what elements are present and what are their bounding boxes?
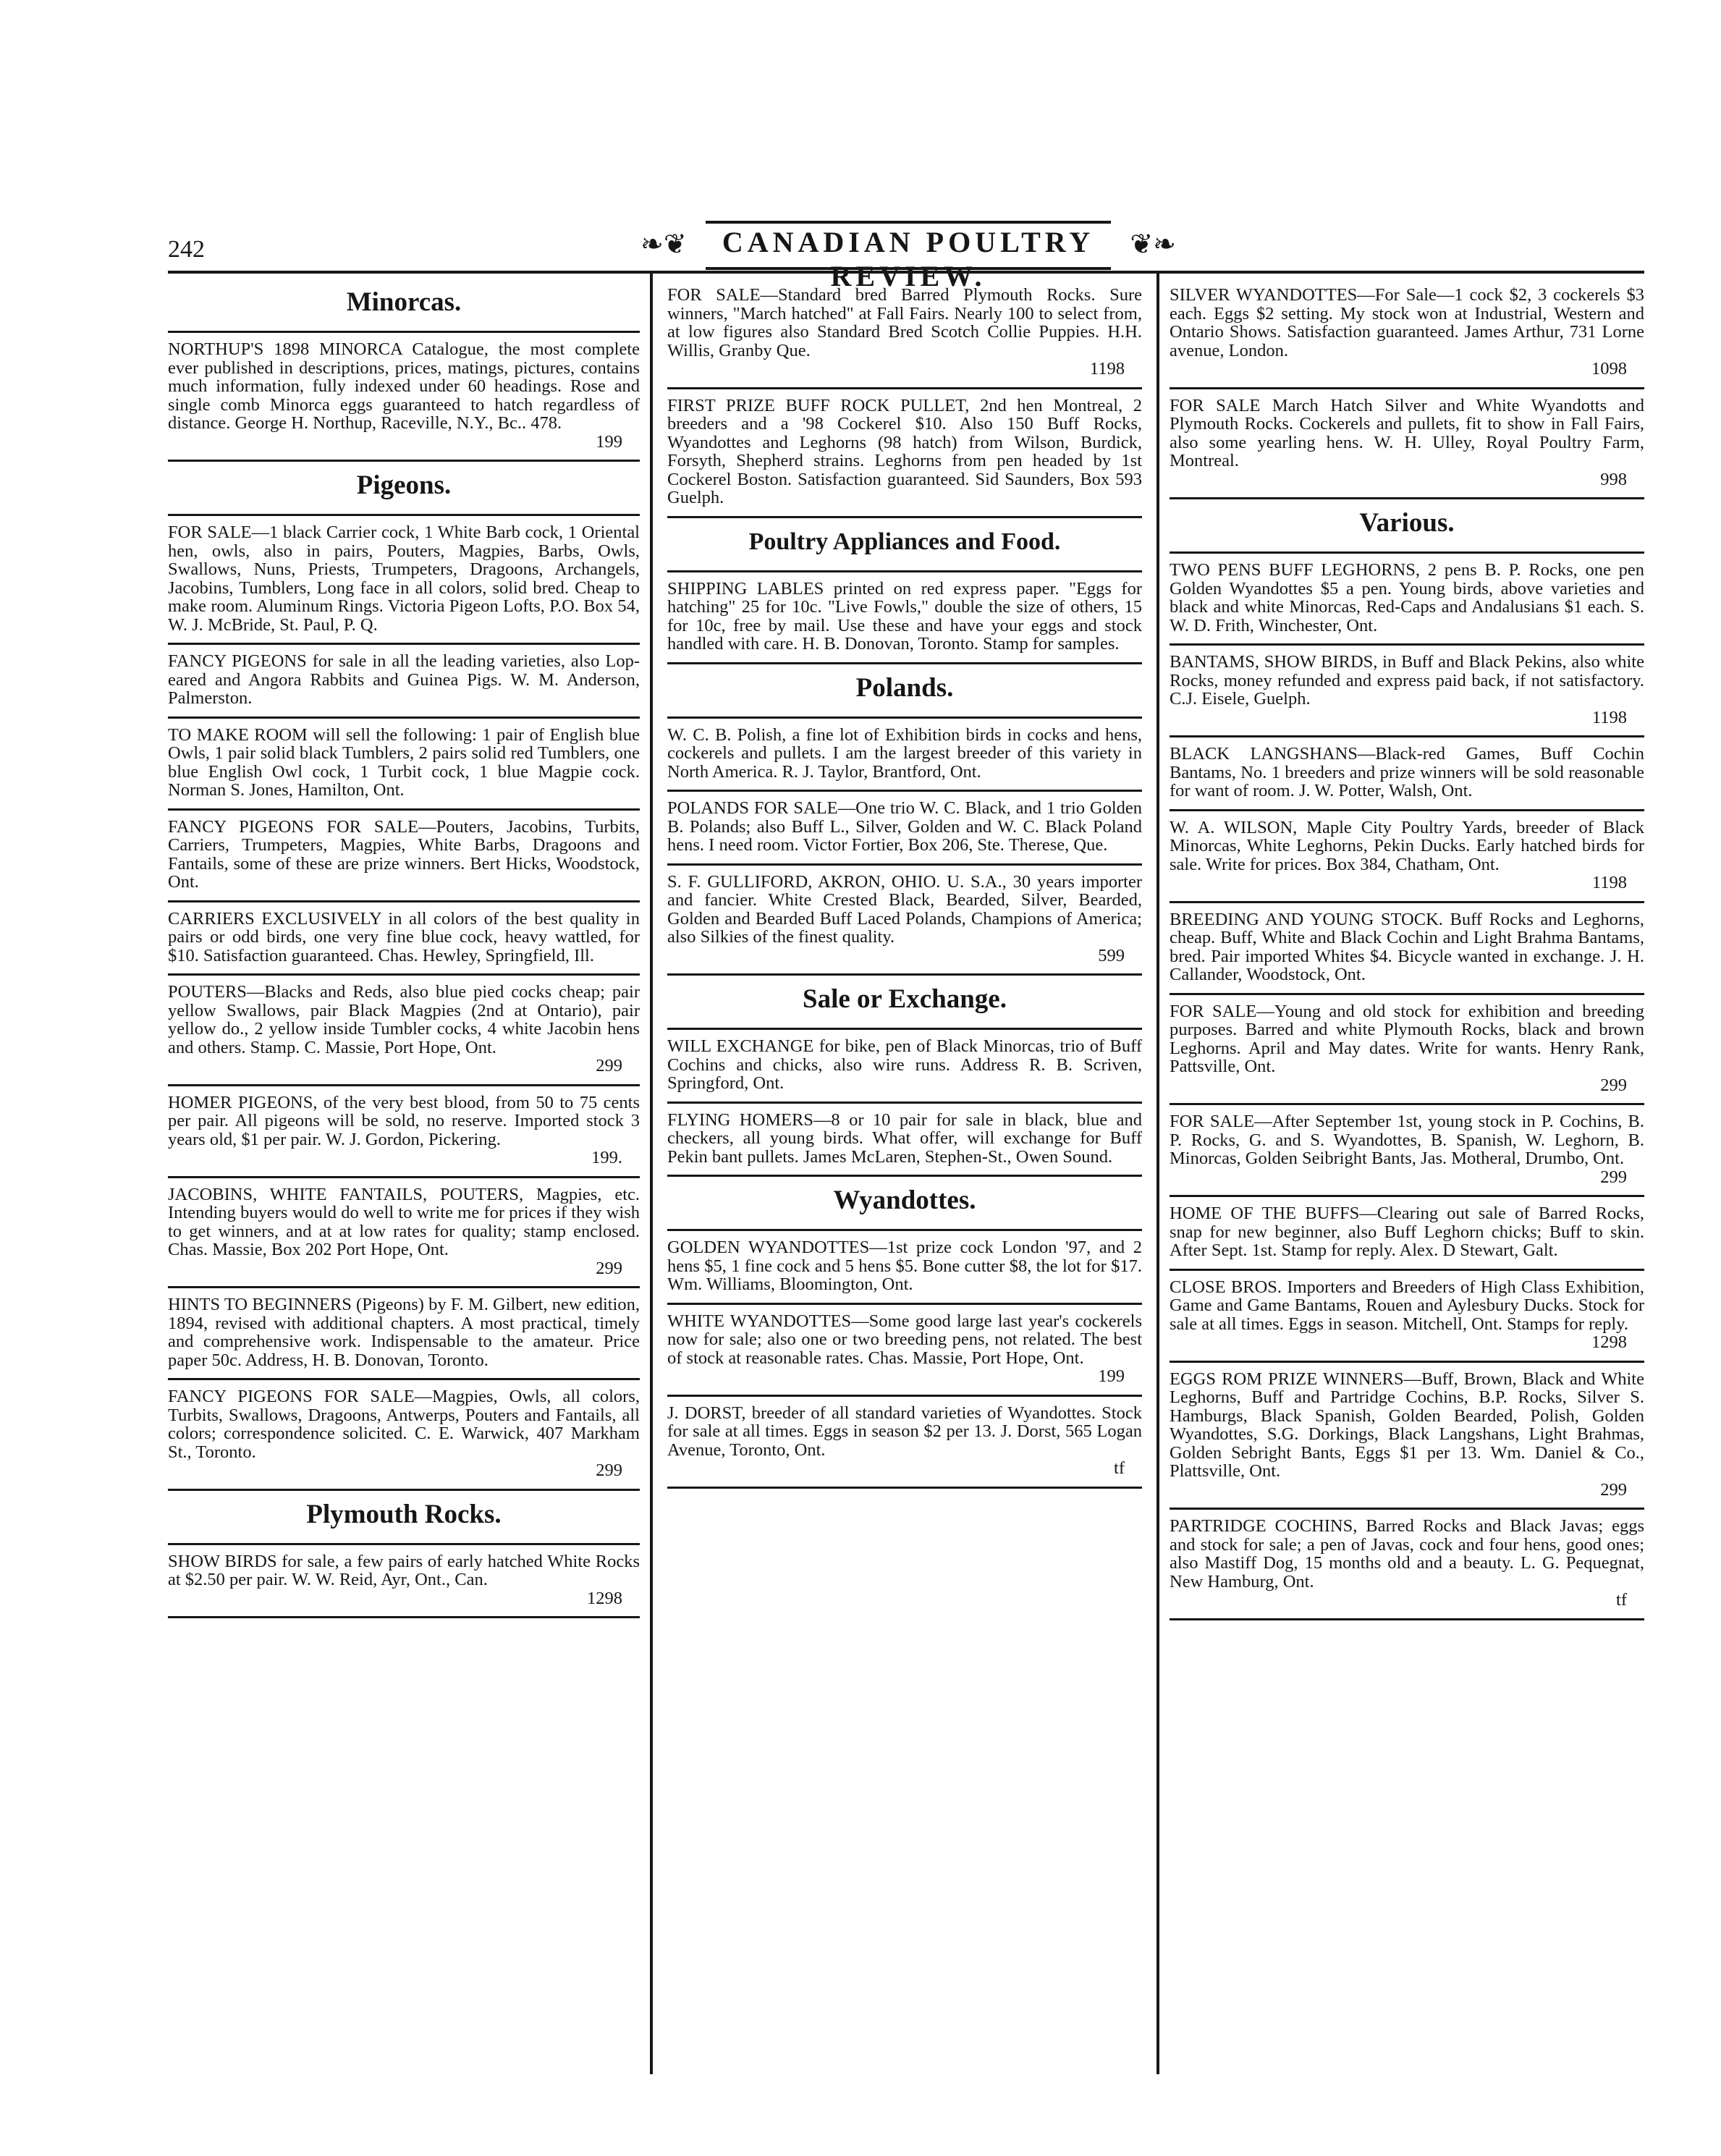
ornament-right-icon: ❦❧	[1130, 229, 1176, 260]
section-heading: Various.	[1359, 508, 1455, 538]
ornament-left-icon: ❧❦	[640, 229, 687, 260]
ad-text: CLOSE BROS. Importers and Breeders of High Class Exhibition, Game and Game Bantams, Rouen and Aylesbury Ducks. Stock for sale at all times. Eggs in season. Mitchell, Ont. Stamps for reply.	[1170, 1277, 1644, 1334]
section-heading: Plymouth Rocks.	[306, 1499, 502, 1529]
ad-code: tf	[1616, 1590, 1627, 1610]
ad-text: FLYING HOMERS—8 or 10 pair for sale in black, blue and checkers, all young birds. What offer, will exchange for Buff Pekin bant pullets. James McLaren, Stephen-St., Owen Sound.	[667, 1109, 1142, 1167]
ad-text: SHOW BIRDS for sale, a few pairs of early hatched White Rocks at $2.50 per pair. W. W. Reid, Ayr, Ont., Can.	[168, 1551, 640, 1589]
ad-code: 998	[1600, 469, 1627, 489]
masthead-title: CANADIAN POULTRY REVIEW.	[722, 226, 1095, 292]
ad-code: 1198	[1591, 873, 1627, 892]
classified-ad	[168, 1086, 640, 1178]
ad-text: EGGS ROM PRIZE WINNERS—Buff, Brown, Black and White Leghorns, Buff and Partridge Cochins, B.P. Rocks, Silver S. Hamburgs, Black Spanish, Golden Bearded, Polish, Golden Wyandottes, S.G. Dorkings, Black Langshans, Light Brahmas, Golden Sebright Bants, Eggs $1 per 13. Wm. Daniel & Co., Plattsville, Ont.	[1170, 1369, 1644, 1481]
ad-code: 1098	[1591, 359, 1627, 379]
ad-text: S. F. GULLIFORD, AKRON, OHIO. U. S.A., 30 years importer and fancier. White Crested Black, Bearded, Silver, Bearded, Golden and Bearded Buff Laced Polands, Champions of America; also Silkies of the finest quality.	[667, 871, 1142, 947]
ad-text: FOR SALE—Standard bred Barred Plymouth Rocks. Sure winners, "March hatched" at Fall Fairs. Nearly 100 to select from, at low figures also Standard Bred Scotch Collie Puppies. H.H. Willis, Granby Que.	[667, 285, 1142, 360]
classified-ad	[667, 1030, 1142, 1104]
ad-text: FOR SALE—Young and old stock for exhibition and breeding purposes. Barred and white Plymouth Rocks, black and brown Leghorns. April and May dates. Write for wants. Henry Rank, Pattsville, Ont.	[1170, 1001, 1644, 1076]
classified-ad	[168, 516, 640, 645]
ad-code: 299	[596, 1258, 622, 1278]
section-heading: Minorcas.	[346, 287, 462, 317]
section-heading-wrap	[667, 976, 1142, 1030]
section-heading: Pigeons.	[356, 470, 452, 500]
classified-ad	[667, 719, 1142, 792]
classified-ad	[168, 333, 640, 462]
ad-text: WILL EXCHANGE for bike, pen of Black Minorcas, trio of Buff Cochins and chicks, also wire runs. Address R. B. Scriven, Springford, Ont.	[667, 1036, 1142, 1093]
classified-ad	[667, 1397, 1142, 1489]
ad-text: BANTAMS, SHOW BIRDS, in Buff and Black Pekins, also white Rocks, money refunded and express paid back, if not satisfactory. C.J. Eisele, Guelph.	[1170, 652, 1644, 709]
classified-ad	[667, 389, 1142, 518]
ad-text: FANCY PIGEONS for sale in all the leading varieties, also Lop-eared and Angora Rabbits and Guinea Pigs. W. M. Anderson, Palmerston.	[168, 651, 640, 708]
ad-code: 299	[1600, 1167, 1627, 1187]
section-heading-wrap	[168, 1491, 640, 1545]
ad-text: BLACK LANGSHANS—Black-red Games, Buff Cochin Bantams, No. 1 breeders and prize winners will be sold reasonable for want of room. J. W. Potter, Walsh, Ont.	[1170, 744, 1644, 800]
classified-ad	[667, 279, 1142, 389]
ad-text: CARRIERS EXCLUSIVELY in all colors of the best quality in pairs or odd birds, one very fine blue cock, heavy wattled, for $10. Satisfaction guaranteed. Chas. Hewley, Springfield, Ill.	[168, 908, 640, 965]
ad-text: FIRST PRIZE BUFF ROCK PULLET, 2nd hen Montreal, 2 breeders and a '98 Cockerel $10. Also 150 Buff Rocks, Wyandottes and Leghorns (98 hatch) from Wilson, Burdick, Forsyth, Shepherd strains. Leghorns from pen headed by 1st Cockerel Boston. Satisfaction guaranteed. Sid Saunders, Box 593 Guelph.	[667, 395, 1142, 507]
ad-text: JACOBINS, WHITE FANTAILS, POUTERS, Magpies, etc. Intending buyers would do well to write me for prices if they wish to get winners, and at at low rates for quality; stamp enclosed. Chas. Massie, Box 202 Port Hope, Ont.	[168, 1184, 640, 1259]
ad-code: tf	[1114, 1458, 1125, 1478]
ad-code: 299	[596, 1460, 622, 1480]
ad-text: HINTS TO BEGINNERS (Pigeons) by F. M. Gilbert, new edition, 1894, revised with additional chapters. A most practical, timely and comprehensive work. Indispensable to the amateur. Price paper 50c. Address, H. B. Donovan, Toronto.	[168, 1295, 640, 1370]
section-heading-wrap	[667, 1177, 1142, 1231]
ad-text: BREEDING AND YOUNG STOCK. Buff Rocks and Leghorns, cheap. Buff, White and Black Cochin and Light Brahma Bantams, bred. Pair imported Whites $4. Bicycle wanted in exchange. J. H. Callander, Woodstock, Ont.	[1170, 909, 1644, 984]
classified-ad	[667, 572, 1142, 664]
classified-ad	[168, 902, 640, 976]
ad-text: TO MAKE ROOM will sell the following: 1 pair of English blue Owls, 1 pair solid black Tumblers, 2 pairs solid red Tumblers, one blue English Owl cock, 1 Turbit cock, 1 blue Magpie cock. Norman S. Jones, Hamilton, Ont.	[168, 724, 640, 800]
section-heading: Polands.	[855, 672, 954, 703]
ad-code: 299	[1600, 1075, 1627, 1095]
ad-text: TWO PENS BUFF LEGHORNS, 2 pens B. P. Rocks, one pen Golden Wyandottes $5 a pen. Young birds, above varieties and black and white Minorcas, Red-Caps and Andalusians $1 each. S. W. D. Frith, Winchester, Ont.	[1170, 560, 1644, 635]
ad-text: FANCY PIGEONS FOR SALE—Pouters, Jacobins, Turbits, Carriers, Trumpeters, Magpies, White Barbs, Dragoons and Fantails, some of these are prize winners. Bert Hicks, Woodstock, Ont.	[168, 816, 640, 892]
ad-code: 1298	[1591, 1332, 1627, 1352]
ad-text: PARTRIDGE COCHINS, Barred Rocks and Black Javas; eggs and stock for sale; a pen of Javas, cock and four hens, good ones; also Mastiff Dog, 15 months old and a beauty. L. G. Pequegnat, New Hamburg, Ont.	[1170, 1516, 1644, 1591]
ad-text: FOR SALE—After September 1st, young stock in P. Cochins, B. P. Rocks, G. and S. Wyandottes, B. Spanish, W. Leghorn, B. Minorcas, Golden Seibright Bants, Jas. Motheral, Drumbo, Ont.	[1170, 1112, 1644, 1168]
ad-text: GOLDEN WYANDOTTES—1st prize cock London '97, and 2 hens $5, 1 fine cock and 5 hens $5. Bone cutter $8, the lot for $17. Wm. Williams, Bloomington, Ont.	[667, 1238, 1142, 1294]
ad-text: SILVER WYANDOTTES—For Sale—1 cock $2, 3 cockerels $3 each. Eggs $2 setting. My stock won at Industrial, Western and Ontario Shows. Satisfaction guaranteed. James Arthur, 731 Lorne avenue, London.	[1170, 285, 1644, 360]
column-divider-2	[1157, 272, 1159, 2074]
classified-ad	[1170, 1510, 1644, 1620]
classified-ad	[667, 1305, 1142, 1397]
ad-code: 199.	[591, 1148, 622, 1167]
section-heading-wrap	[168, 462, 640, 516]
classified-ad	[1170, 1197, 1644, 1271]
column-3	[1170, 279, 1644, 2139]
classified-ad	[667, 1231, 1142, 1305]
ad-text: POUTERS—Blacks and Reds, also blue pied cocks cheap; pair yellow Swallows, pair Black Magpies (2nd at Ontario), pair yellow do., 2 yellow inside Tumbler cocks, 4 white Jacobin hens and others. Stamp. C. Massie, Port Hope, Ont.	[168, 982, 640, 1057]
classified-ad	[168, 1288, 640, 1380]
ad-text: J. DORST, breeder of all standard varieties of Wyandottes. Stock for sale at all times. Eggs in season $2 per 13. J. Dorst, 565 Logan Avenue, Toronto, Ont.	[667, 1403, 1142, 1460]
classified-ad	[168, 1545, 640, 1619]
ad-text: W. A. WILSON, Maple City Poultry Yards, breeder of Black Minorcas, White Leghorns, Pekin Ducks. Early hatched birds for sale. Write for prices. Box 384, Chatham, Ont.	[1170, 817, 1644, 874]
classified-ad	[667, 1104, 1142, 1178]
classified-ad	[1170, 646, 1644, 737]
ad-text: NORTHUP'S 1898 MINORCA Catalogue, the most complete ever published in descriptions, prices, matings, pictures, contains much information, fully indexed under 60 headings. Rose and single comb Minorca eggs guaranteed to hatch regardless of distance. George H. Northup, Raceville, N.Y., Bc.. 478.	[168, 339, 640, 433]
ad-code: 199	[1098, 1366, 1125, 1386]
ad-text: W. C. B. Polish, a fine lot of Exhibition birds in cocks and hens, cockerels and pullets. I am the largest breeder of this variety in North America. R. J. Taylor, Brantford, Ont.	[667, 724, 1142, 782]
ad-code: 199	[596, 431, 622, 452]
ad-text: HOMER PIGEONS, of the very best blood, from 50 to 75 cents per pair. All pigeons will be sold, no reserve. Imported stock 3 years old, $1 per pair. W. J. Gordon, Pickering.	[168, 1092, 640, 1149]
section-heading: Wyandottes.	[833, 1185, 976, 1215]
classified-ad	[1170, 737, 1644, 811]
classified-ad	[168, 976, 640, 1086]
ad-text: SHIPPING LABLES printed on red express paper. "Eggs for hatching" 25 for 10c. "Live Fowls," double the size of others, 15 for 10c, free by mail. Use these and have your eggs and stock handled with care. H. B. Donovan, Toronto. Stamp for samples.	[667, 578, 1142, 654]
classified-ad	[1170, 1363, 1644, 1510]
ad-text: FANCY PIGEONS FOR SALE—Magpies, Owls, all colors, Turbits, Swallows, Dragoons, Antwerps, Pouters and Fantails, all colors; correspondence solicited. C. E. Warwick, 407 Markham St., Toronto.	[168, 1387, 640, 1462]
ad-code: 599	[1098, 945, 1125, 965]
classified-ad	[1170, 1271, 1644, 1363]
classified-ad	[168, 1178, 640, 1289]
classified-ad	[1170, 903, 1644, 995]
classified-ad	[168, 1380, 640, 1491]
classified-ad	[1170, 1105, 1644, 1197]
section-heading-wrap	[168, 279, 640, 333]
classified-ad	[168, 811, 640, 902]
classified-ad	[1170, 279, 1644, 389]
section-heading-wrap	[667, 518, 1142, 572]
classified-ad	[667, 792, 1142, 866]
ad-text: FOR SALE—1 black Carrier cock, 1 White Barb cock, 1 Oriental hen, owls, also in pairs, Pouters, Magpies, Barbs, Owls, Swallows, Nuns, Priests, Trumpeters, Dragoons, Archangels, Jacobins, Tumblers, Long face in all colors, solid bred. Cheap to make room. Aluminum Rings. Victoria Pigeon Lofts, P.O. Box 54, W. J. McBride, St. Paul, P. Q.	[168, 523, 640, 635]
classified-ad	[1170, 389, 1644, 500]
classified-ad	[1170, 554, 1644, 646]
ad-code: 299	[596, 1056, 622, 1075]
column-2	[667, 279, 1142, 2139]
ad-code: 1298	[587, 1588, 622, 1608]
top-rule	[168, 271, 1644, 274]
page-number: 242	[168, 236, 205, 263]
ad-text: WHITE WYANDOTTES—Some good large last year's cockerels now for sale; also one or two breeding pens, not related. The best of stock at reasonable rates. Chas. Massie, Port Hope, Ont.	[667, 1311, 1142, 1368]
column-divider-1	[650, 272, 653, 2074]
section-heading: Poultry Appliances and Food.	[748, 528, 1061, 555]
masthead	[640, 219, 1176, 292]
classified-ad	[1170, 811, 1644, 903]
classified-ad	[168, 645, 640, 719]
ad-text: POLANDS FOR SALE—One trio W. C. Black, and 1 trio Golden B. Polands; also Buff L., Silver, Golden and W. C. Black Poland hens. I need room. Victor Fortier, Box 206, Ste. Therese, Que.	[667, 798, 1142, 855]
ad-text: FOR SALE March Hatch Silver and White Wyandotts and Plymouth Rocks. Cockerels and pullets, fit to show in Fall Fairs, also some yearling hens. W. H. Ulley, Royal Poultry Farm, Montreal.	[1170, 395, 1644, 470]
section-heading-wrap	[667, 664, 1142, 719]
section-heading: Sale or Exchange.	[803, 984, 1007, 1014]
column-1	[168, 279, 640, 2139]
classified-ad	[1170, 995, 1644, 1106]
ad-code: 1198	[1591, 707, 1627, 727]
ad-code: 1198	[1089, 359, 1125, 379]
ad-code: 299	[1600, 1479, 1627, 1500]
classified-ad	[168, 719, 640, 811]
ad-text: HOME OF THE BUFFS—Clearing out sale of Barred Rocks, snap for new beginner, also Buff Leghorn chicks; Buff to skin. After Sept. 1st. Stamp for reply. Alex. D Stewart, Galt.	[1170, 1204, 1644, 1260]
classified-ad	[667, 866, 1142, 976]
section-heading-wrap	[1170, 499, 1644, 554]
